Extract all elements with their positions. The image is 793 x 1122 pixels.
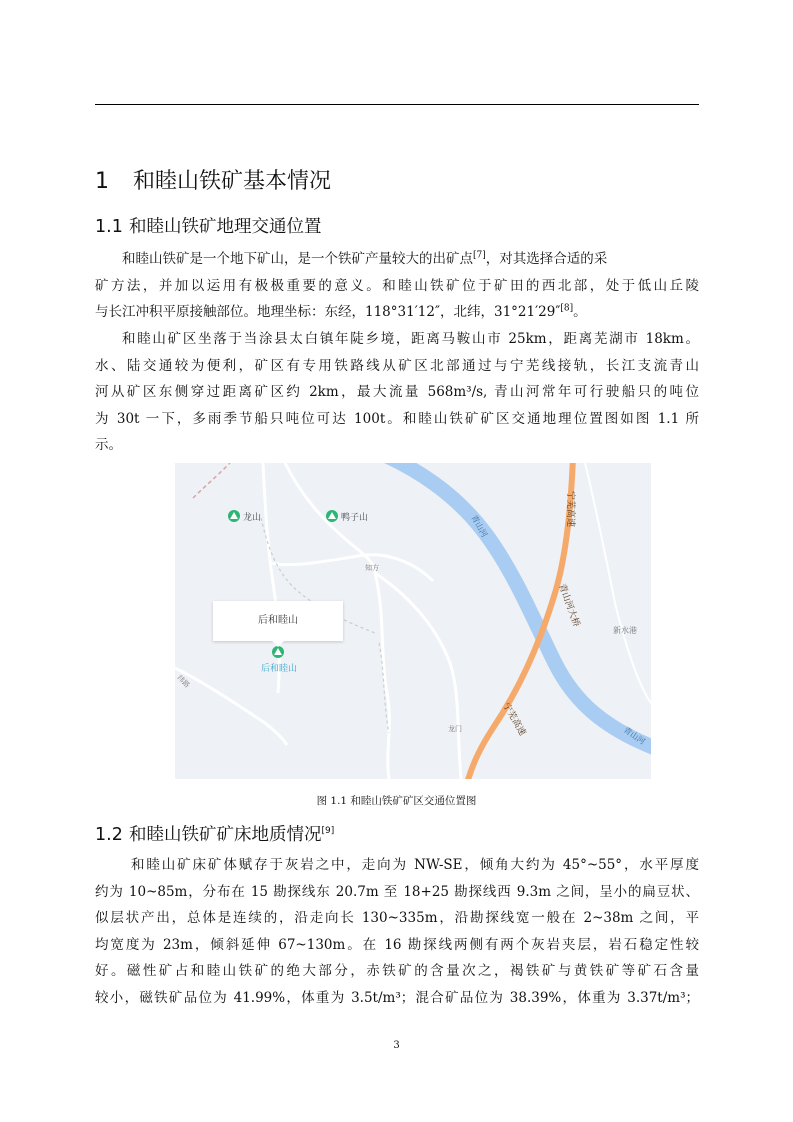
- map-label-longmen: 龙门: [448, 725, 462, 733]
- chapter-title: 和睦山铁矿基本情况: [133, 169, 332, 194]
- map-label-left-road: 纬路: [175, 673, 192, 690]
- para-line: 与长江冲积平原接触部位。地理坐标：东经，118°31′12″，北纬，31°21′29″: [95, 304, 561, 320]
- para-line: 河从矿区东侧穿过距离矿区约 2km，最大流量 568m³/s, 青山河常年可行驶船只的吨位: [95, 384, 699, 400]
- para-line: 和睦山铁矿是一个地下矿山，是一个铁矿产量较大的出矿点: [122, 251, 473, 267]
- figure-caption: 图 1.1 和睦山铁矿矿区交通位置图: [316, 795, 477, 807]
- map-label-junction: 知方: [365, 564, 379, 572]
- para-line: 矿方法，并加以运用有极极重要的意义。和睦山铁矿位于矿田的西北部，处于低山丘陵: [95, 277, 699, 294]
- map-road: [175, 668, 287, 745]
- para-line: 为 30t 一下，多雨季节船只吨位可达 100t。和睦山铁矿矿区交通地理位置图如图 1.1 所: [95, 410, 699, 427]
- para-line: 和睦山矿区坐落于当涂县太白镇年陡乡境，距离马鞍山市 25km，距离芜湖市 18km。: [122, 331, 699, 347]
- map-label-river-right: 青山河: [621, 725, 647, 747]
- para-line-tail: 。: [573, 304, 587, 320]
- map-label-bridge: 青山河大桥: [556, 582, 581, 629]
- header-rule: [95, 104, 699, 105]
- map-callout: 后和睦山: [213, 601, 343, 641]
- map-road: [263, 463, 279, 693]
- section-heading-1-1: [95, 214, 322, 240]
- page-number: 3: [393, 1040, 400, 1051]
- poi-icon: [272, 646, 284, 658]
- para-line: 均宽度为 23m，倾斜延伸 67~130m。在 16 勘探线两侧有两个灰岩夹层，岩石稳定性较: [95, 936, 699, 953]
- citation: [7]: [473, 250, 486, 261]
- map-label-river-top: 青山河: [469, 513, 490, 539]
- map-label-houheshan: 后和睦山: [261, 664, 298, 674]
- citation: [8]: [560, 303, 574, 314]
- para-line: 似层状产出，总体是连续的，沿走向长 130~335m，沿勘探线宽一般在 2~38m 之间，平: [95, 910, 699, 926]
- map-road: [585, 463, 651, 703]
- paragraph-geology: [95, 852, 699, 1011]
- para-line: 和睦山矿床矿体赋存于灰岩之中，走向为 NW-SE，倾角大约为 45°~55°，水平厚度: [131, 857, 699, 873]
- chapter-number: 1: [95, 169, 109, 194]
- poi-icon: [326, 510, 338, 522]
- section-heading-1-2: [95, 822, 334, 848]
- map-road: [270, 555, 433, 581]
- paragraph-location: [95, 246, 699, 326]
- chapter-heading: [95, 166, 331, 198]
- section-number: 1.2: [95, 825, 123, 845]
- para-line: 约为 10~85m，分布在 15 勘探线东 20.7m 至 18+25 勘探线西 9.3m 之间，呈小的扁豆状、: [95, 883, 699, 900]
- section-title: 和睦山铁矿地理交通位置: [129, 217, 322, 237]
- para-line: 好。磁性矿占和睦山铁矿的绝大部分，赤铁矿的含量次之，褐铁矿与黄铁矿等矿石含量: [95, 963, 699, 979]
- map-label-highway-top: 宁芜高速: [565, 491, 575, 528]
- map-label-highway-bottom: 宁芜高速: [500, 701, 528, 738]
- para-line-tail: ，对其选择合适的采: [485, 251, 608, 267]
- map-label-yazishan: 鸭子山: [341, 513, 369, 523]
- poi-icon: [228, 510, 240, 522]
- section-number: 1.1: [95, 217, 123, 237]
- para-line: 较小，磁铁矿品位为 41.99%，体重为 3.5t/m³；混合矿品位为 38.39%，体重为 3.37t/m³；: [95, 989, 699, 1006]
- paragraph-transport: [95, 326, 699, 459]
- para-line: 示。: [95, 437, 122, 453]
- section-title: 和睦山铁矿矿床地质情况: [129, 825, 322, 845]
- map-river: [380, 463, 651, 748]
- map-label-village: 新水港: [613, 626, 637, 635]
- citation: [9]: [321, 826, 335, 837]
- location-map: [175, 463, 651, 779]
- map-boundary: [193, 463, 230, 498]
- para-line: 水、陆交通较为便利，矿区有专用铁路线从矿区北部通过与宁芜线接轨，长江支流青山: [95, 357, 699, 374]
- map-label-longshan: 龙山: [243, 513, 262, 523]
- map-road: [375, 573, 389, 779]
